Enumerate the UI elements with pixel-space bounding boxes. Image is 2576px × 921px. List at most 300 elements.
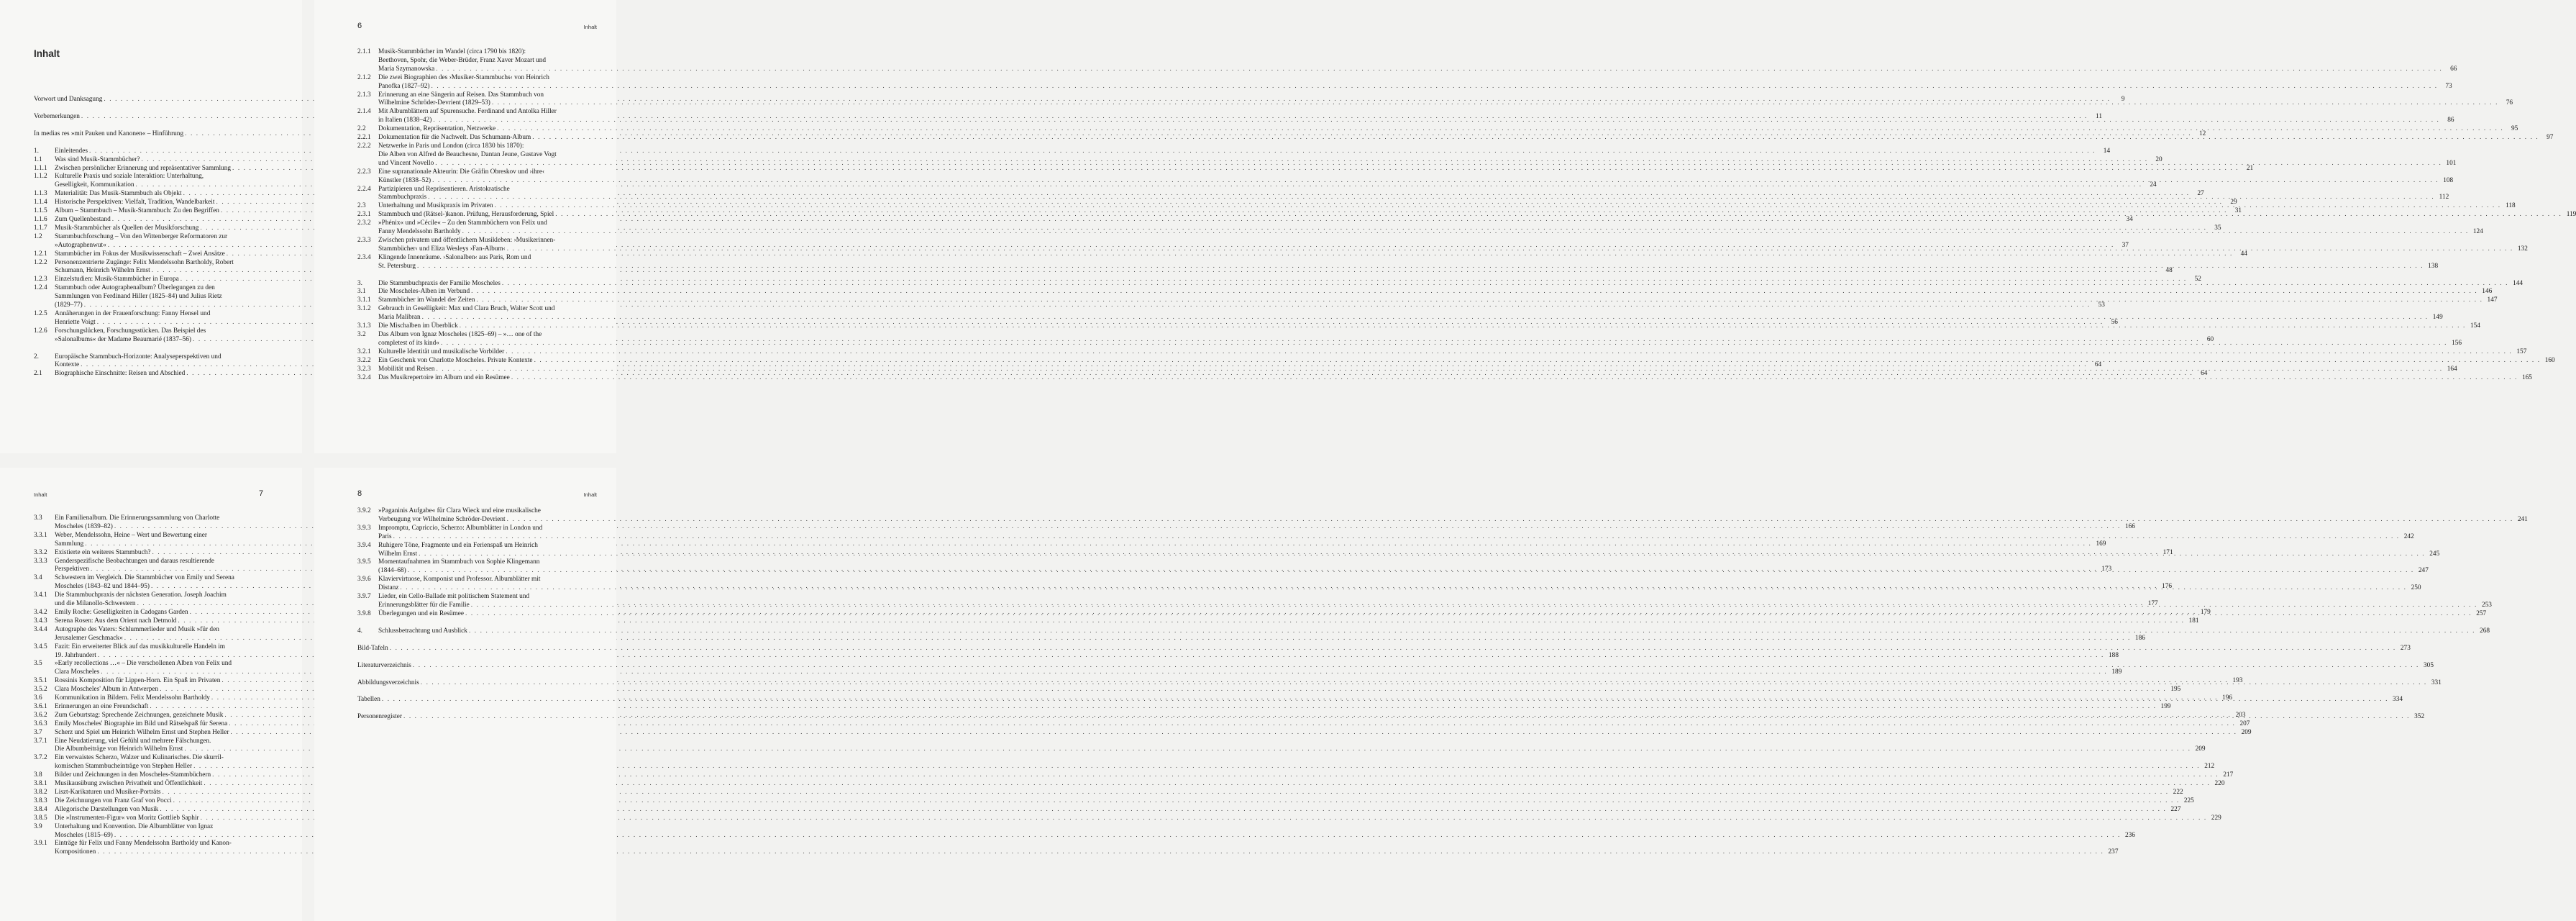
entry-title-text: Distanz <box>378 584 399 592</box>
entry-title-text: Maria Malibran <box>378 314 421 322</box>
entry-title-text: und die Milanollo-Schwestern <box>55 600 136 608</box>
toc-entry <box>357 288 2493 296</box>
page-ref: 273 <box>2400 644 2411 652</box>
entry-title-text: Erinnerungsblätter für die Familie <box>378 601 470 609</box>
entry-title-line <box>357 696 2403 704</box>
section-number: 3.5 <box>34 660 42 668</box>
toc-entry <box>357 48 2457 74</box>
page-ref: 171 <box>2162 548 2173 556</box>
page-ref: 209 <box>2241 728 2252 736</box>
section-number: 3.5.1 <box>34 677 47 685</box>
page-ref: 268 <box>2480 627 2490 635</box>
dot-leader <box>435 160 2442 168</box>
page-ref: 154 <box>2470 322 2480 330</box>
page-ref: 242 <box>2403 532 2414 540</box>
entry-title-line: Klaviervirtuose, Komponist und Professor. Albumblätter mit <box>378 576 541 584</box>
dot-leader <box>422 314 2429 322</box>
toc-entry <box>357 73 2452 91</box>
section-number: 3.9.1 <box>34 840 47 848</box>
dot-leader <box>428 194 2434 202</box>
entry-title-text: Biographische Einschnitte: Reisen und Abschied <box>55 370 186 378</box>
entry-title-line: Momentaufnahmen im Stammbuch von Sophie Klingemann <box>378 558 540 566</box>
entry-title-line <box>378 99 2513 108</box>
entry-title-line <box>378 533 2414 542</box>
entry-title <box>378 610 2486 619</box>
page-ref: 164 <box>2447 365 2457 373</box>
page-ref: 86 <box>2447 117 2454 124</box>
entry-title-line: Ein Familienalbum. Die Erinnerungssammlung von Charlotte <box>55 514 220 522</box>
entry-title-line: Das Album von Ignaz Moscheles (1825–69) – »… one of the <box>378 331 542 338</box>
toc-gap <box>357 671 590 679</box>
entry-title <box>378 91 2513 109</box>
section-number: 1.1.2 <box>34 173 47 181</box>
entry-title-text: Geselligkeit, Kommunikation <box>55 181 134 189</box>
entry-title-line: Partizipieren und Repräsentieren. Aristokratische <box>378 185 510 193</box>
page-ref: 146 <box>2482 288 2493 296</box>
entry-title-text: Perspektiven <box>55 566 90 573</box>
page-ref: 138 <box>2428 262 2439 270</box>
section-number: 2.3.2 <box>357 219 371 227</box>
entry-title-line <box>357 645 2411 653</box>
page-ref: 20 <box>2155 155 2162 163</box>
entry-title <box>378 288 2492 296</box>
entry-title-line: Einträge für Felix und Fanny Mendelssohn Bartholdy und Kanon- <box>55 840 232 848</box>
page-ref: 48 <box>2165 267 2173 275</box>
toc-entry <box>357 507 2528 525</box>
section-number: 1.2.3 <box>34 276 47 283</box>
section-number: 2.2.4 <box>357 185 371 193</box>
page-ref: 53 <box>2098 301 2105 309</box>
section-number: 2.2.1 <box>357 134 371 142</box>
section-number: 3.8.3 <box>34 797 47 804</box>
section-number: 3.2.1 <box>357 348 371 355</box>
entry-title-line <box>378 602 2492 610</box>
page-ref: 227 <box>2170 805 2181 813</box>
entry-title-line: Ruhigere Töne, Fragmente und ein Ferienspaß um Heinrich <box>378 541 538 549</box>
entry-title-text: Zum Geburtstag: Sprechende Zeichnungen, gezeichnete Musik <box>55 711 224 719</box>
entry-title-line: Die Stammbuchpraxis der nächsten Generation. Joseph Joachim <box>55 591 227 599</box>
entry-title-line: Erinnerung an eine Sängerin auf Reisen. Das Stammbuch von <box>378 91 544 99</box>
entry-title-text: Moscheles (1843–82 und 1844–95) <box>55 583 150 591</box>
dot-leader <box>507 245 2513 254</box>
page-ref: 257 <box>2476 609 2487 617</box>
entry-title-text: Die Stammbuchpraxis der Familie Moscheles <box>378 279 501 287</box>
entry-title-line: Stammbuch oder Autographenalbum? Überlegungen zu den <box>55 284 215 292</box>
dot-leader <box>507 516 2513 525</box>
page-ref: 118 <box>2506 202 2516 210</box>
toc-entry <box>34 737 2206 755</box>
entry-title <box>378 348 2526 357</box>
page-number: 8 <box>357 489 362 498</box>
page-ref: 9 <box>2121 96 2125 103</box>
entry-title-line <box>378 567 2429 576</box>
entry-title-text: Stammbücher im Fokus der Musikwissenschaft – Zwei Ansätze <box>55 250 225 258</box>
section-number: 3.7.2 <box>34 754 47 762</box>
page-ref: 225 <box>2183 797 2194 804</box>
entry-title <box>378 374 2532 383</box>
dot-leader <box>534 357 2541 366</box>
section-number: 3.9.7 <box>357 593 371 601</box>
toc-entry <box>34 754 2215 771</box>
toc-entry <box>34 789 2183 797</box>
section-number: 3.3.1 <box>34 531 47 539</box>
section-number: 3.3.2 <box>34 548 47 556</box>
page-ref: 165 <box>2521 373 2532 381</box>
entry-title-line <box>378 550 2439 559</box>
dot-leader <box>532 134 2539 142</box>
section-number: 3.9 <box>34 822 42 830</box>
page-ref: 245 <box>2429 550 2440 558</box>
page-ref: 64 <box>2201 370 2208 378</box>
entry-title-text: Dokumentation für die Nachwelt. Das Schumann-Album <box>378 134 531 142</box>
section-number: 3.9.5 <box>357 558 371 566</box>
entry-title-text: Stammbücher‹ und Eliza Wesleys ›Fan-Album‹ <box>378 245 506 253</box>
entry-title-line: Eine Neudatierung, viel Gefühl und mehrere Fälschungen. <box>55 737 211 745</box>
dot-leader <box>431 83 2438 91</box>
section-number: 1.1.1 <box>34 164 47 172</box>
section-number: 2.2.2 <box>357 142 371 150</box>
page-ref: 222 <box>2173 789 2183 796</box>
dot-leader <box>465 610 2472 619</box>
page-ref: 12 <box>2198 130 2206 137</box>
entry-title-text: Zum Quellenbestand <box>55 215 111 223</box>
entry-title-text: Personenregister <box>357 713 402 721</box>
toc-gap <box>357 687 590 696</box>
entry-title-line <box>357 679 2442 688</box>
entry-title-text: Schumann, Heinrich Wilhelm Ernst <box>55 267 150 275</box>
entry-title-line: Autographe des Vaters: Schlummerlieder und Musik »für den <box>55 625 219 633</box>
entry-title-text: Sammlung <box>55 540 84 548</box>
toc-entry <box>357 661 2434 671</box>
page-ref: 112 <box>2439 194 2449 201</box>
dot-leader <box>506 348 2512 357</box>
page-ref: 119 <box>2566 211 2576 219</box>
section-number: 2.3.3 <box>357 236 371 244</box>
entry-title <box>378 186 2449 203</box>
entry-title-line <box>378 516 2528 525</box>
section-number: 3.6 <box>34 694 42 702</box>
dot-leader <box>393 533 2400 542</box>
entry-title-line <box>378 245 2528 254</box>
entry-title-line: Netzwerke in Paris und London (circa 1830 bis 1870): <box>378 142 524 150</box>
page-ref: 229 <box>2211 814 2221 822</box>
entry-title <box>378 125 2518 134</box>
entry-title <box>357 713 2424 722</box>
section-number: 3.8 <box>34 771 42 779</box>
entry-title-line: Mit Albumblättern auf Spurensuche. Ferdinand und Antolka Hiller <box>378 108 557 116</box>
entry-title-text: in Italien (1838–42) <box>378 117 432 124</box>
dot-leader <box>476 296 2483 305</box>
toc-entry <box>34 805 2181 815</box>
page-ref: 196 <box>2222 694 2233 702</box>
page-ref: 64 <box>2094 361 2102 369</box>
dot-leader <box>390 645 2396 653</box>
toc-entry <box>34 780 2225 789</box>
entry-title-text: Moscheles (1839–82) <box>55 522 113 530</box>
section-number: 1.2.6 <box>34 327 47 335</box>
page-ref: 132 <box>2517 245 2528 253</box>
toc-entry <box>357 644 2411 653</box>
entry-title-line <box>378 202 2516 211</box>
section-number: 3.2 <box>357 331 366 338</box>
dot-leader <box>413 662 2419 671</box>
toc-entry <box>34 728 2252 738</box>
entry-title-line <box>357 662 2434 671</box>
section-number: 1. <box>34 147 39 155</box>
page-ref: 147 <box>2487 296 2498 304</box>
section-number: 2.2 <box>357 125 366 133</box>
toc-gap <box>357 636 590 645</box>
page-ref: 169 <box>2096 540 2106 548</box>
entry-title-line <box>378 228 2483 237</box>
page-ref: 35 <box>2214 224 2221 232</box>
section-number: 3.8.2 <box>34 789 47 796</box>
section-number: 2.1 <box>34 370 42 378</box>
page-ref: 27 <box>2197 190 2204 198</box>
section-number: 3.9.8 <box>357 609 371 617</box>
toc-gap <box>357 653 590 662</box>
entry-title-text: Moscheles (1815–69) <box>55 831 113 839</box>
entry-title-text: Paris <box>378 532 392 540</box>
toc-entry <box>34 617 2199 626</box>
toc-entry <box>357 627 2490 636</box>
entry-title-line <box>378 177 2453 186</box>
section-number: 3.5.2 <box>34 686 47 694</box>
section-number: 3.6.2 <box>34 711 47 719</box>
section-number: 2.1.4 <box>357 108 371 116</box>
entry-title-line <box>378 610 2486 619</box>
entry-title-line <box>378 280 2523 289</box>
dot-leader <box>469 627 2475 636</box>
section-number: 3.4.5 <box>34 643 47 650</box>
page-ref: 236 <box>2125 831 2135 839</box>
entry-title-line: Klingende Innenräume. ›Salonalben‹ aus Paris, Rom und <box>378 253 531 261</box>
section-number: 2.3.1 <box>357 211 371 219</box>
dot-leader <box>462 228 2469 237</box>
page-ref: 207 <box>2239 720 2250 727</box>
entry-title-text: Serena Rosen: Aus dem Orient nach Detmold <box>55 617 177 625</box>
page-ref: 331 <box>2431 679 2442 686</box>
section-number: 1.1.3 <box>34 190 47 198</box>
section-number: 3.1.3 <box>357 322 371 330</box>
section-number: 3. <box>357 279 362 287</box>
page-ref: 149 <box>2432 314 2443 322</box>
section-number: 2.1.1 <box>357 48 371 55</box>
section-number: 3.1.2 <box>357 305 371 313</box>
entry-title-text: Kontexte <box>55 361 80 369</box>
entry-title <box>378 254 2438 271</box>
toc-entry <box>34 686 2181 694</box>
entry-title <box>378 366 2457 374</box>
entry-title-text: Tabellen <box>357 696 380 704</box>
page-ref: 56 <box>2111 318 2118 326</box>
entry-title-text: Historische Perspektiven: Vielfalt, Tradition, Wandelbarkeit <box>55 199 215 207</box>
entry-title-line <box>378 366 2457 374</box>
entry-title-text: Album – Stammbuch – Musik-Stammbuch: Zu den Begriffen <box>55 207 219 215</box>
entry-title-text: Abbildungsverzeichnis <box>357 679 419 686</box>
page-ref: 144 <box>2513 279 2524 287</box>
section-number: 3.1.1 <box>357 296 371 304</box>
toc-gap <box>357 271 590 280</box>
section-number: 2.3 <box>357 202 366 210</box>
page-ref: 21 <box>2246 164 2254 172</box>
page-ref: 189 <box>2111 668 2122 676</box>
entry-title-text: Überlegungen und ein Resümee <box>378 609 465 617</box>
section-number: 3.9.2 <box>357 507 371 514</box>
entry-title-line: Musik-Stammbücher im Wandel (circa 1790 bis 1820): <box>378 48 526 55</box>
entry-title-line <box>378 125 2518 134</box>
dot-leader <box>421 679 2427 688</box>
dot-leader <box>400 584 2406 593</box>
toc-entry <box>34 814 2221 823</box>
section-number: 3.6.1 <box>34 702 47 710</box>
dot-leader <box>432 177 2439 186</box>
toc-gap <box>357 619 590 627</box>
page-number: 6 <box>357 22 362 30</box>
entry-title <box>378 74 2452 91</box>
page-ref: 52 <box>2194 276 2201 283</box>
entry-title-line <box>378 65 2457 74</box>
page-ref: 305 <box>2424 661 2434 669</box>
entry-title-text: Literaturverzeichnis <box>357 661 411 669</box>
entry-title-text: Clara Moscheles <box>55 668 100 676</box>
entry-title-line: Gebrauch in Geselligkeit: Max und Clara Bruch, Walter Scott und <box>378 305 555 313</box>
entry-title-line: Fazit: Ein erweiterter Blick auf das musikkulturelle Handeln im <box>55 643 226 650</box>
dot-leader <box>555 211 2562 219</box>
entry-title-text: Künstler (1838–52) <box>378 176 431 184</box>
toc-entry <box>34 720 2250 729</box>
entry-title <box>378 48 2457 74</box>
section-number: 1.1.5 <box>34 207 47 215</box>
entry-title-line <box>378 83 2452 91</box>
entry-title <box>357 645 2411 653</box>
entry-title-text: Kompositionen <box>55 848 96 856</box>
toc-gap <box>34 122 250 130</box>
entry-title-text: (1829–77) <box>55 301 83 309</box>
page-ref: 199 <box>2160 702 2171 710</box>
entry-title-text: Vorbemerkungen <box>34 112 80 120</box>
page-ref: 217 <box>2223 771 2234 779</box>
entry-title-line: Zwischen privatem und öffentlichem Musikleben: ›Musikerinnen- <box>378 236 556 244</box>
page-ref: 250 <box>2411 584 2421 592</box>
page-ref: 334 <box>2393 696 2403 704</box>
entry-title <box>378 322 2480 331</box>
entry-title-text: Musik-Stammbücher als Quellen der Musikforschung <box>55 224 199 232</box>
section-number: 1.2.4 <box>34 284 47 292</box>
entry-title-text: »Autographenwut« <box>55 241 106 249</box>
page-ref: 95 <box>2511 125 2518 133</box>
page-ref: 352 <box>2414 713 2425 721</box>
entry-title-text: Vorwort und Danksagung <box>34 96 103 103</box>
entry-title-line: Annäherungen in der Frauenforschung: Fanny Hensel und <box>55 309 211 317</box>
entry-title <box>357 696 2403 704</box>
entry-title-text: (1844–68) <box>378 567 406 575</box>
dot-leader <box>460 322 2466 331</box>
section-number: 3.4.4 <box>34 625 47 633</box>
dot-leader <box>403 713 2410 722</box>
entry-title-text: Was sind Musik-Stammbücher? <box>55 155 140 163</box>
page-ref: 31 <box>2234 207 2242 215</box>
entry-title <box>378 507 2528 525</box>
entry-title-text: Schlussbetrachtung und Ausblick <box>378 627 467 635</box>
entry-title-text: completest of its kind« <box>378 339 439 347</box>
page-ref: 44 <box>2240 250 2247 258</box>
entry-title <box>357 679 2442 688</box>
entry-title <box>378 134 2553 142</box>
entry-title-text: Zwischen persönlicher Erinnerung und repräsentativer Sammlung <box>55 164 232 172</box>
entry-title-text: Scherz und Spiel um Heinrich Wilhelm Ernst und Stephen Heller <box>55 728 229 736</box>
section-number: 3.4.1 <box>34 591 47 599</box>
entry-title <box>378 280 2523 289</box>
toc-entry <box>34 702 2171 712</box>
entry-title-line: Weber, Mendelssohn, Heine – Wert und Bewertung einer <box>55 531 207 539</box>
page-ref: 237 <box>2108 848 2119 856</box>
page-ref: 177 <box>2147 600 2158 608</box>
entry-title-line <box>378 296 2498 305</box>
entry-title-line <box>378 584 2421 593</box>
section-number: 3.2.4 <box>357 373 371 381</box>
section-number: 1.2.5 <box>34 309 47 317</box>
entry-title-line: Kulturelle Praxis und soziale Interaktion: Unterhaltung, <box>55 173 204 181</box>
entry-title-text: Die Zeichnungen von Franz Graf von Pocci <box>55 797 172 804</box>
page-ref: 11 <box>2096 112 2102 120</box>
entry-title-line: Schwestern im Vergleich. Die Stammbücher von Emily und Serena <box>55 574 234 582</box>
section-number: 3.4.2 <box>34 608 47 616</box>
page-ref: 157 <box>2516 348 2527 355</box>
entry-title-text: Emily Moscheles' Biographie im Bild und Rätselspaß für Serena <box>55 720 228 727</box>
entry-title-text: Maria Szymanowska <box>378 65 435 73</box>
entry-title-line: Lieder, ein Cello-Ballade mit politischem Statement und <box>378 593 530 601</box>
entry-title-text: Mobilität und Reisen <box>378 365 435 373</box>
entry-title-text: Die Mischalben im Überblick <box>378 322 458 330</box>
entry-title-line: Sammlungen von Ferdinand Hiller (1825–84) und Julius Rietz <box>55 293 222 301</box>
entry-title-text: Einzelstudien: Musik-Stammbücher in Europa <box>55 276 179 283</box>
section-number: 4. <box>357 627 362 635</box>
entry-title-text: Stammbuch und (Rätsel-)kanon. Prüfung, Herausforderung, Spiel <box>378 211 554 219</box>
page-ref: 193 <box>2232 677 2243 685</box>
entry-title <box>378 219 2483 237</box>
section-number: 3.9.3 <box>357 524 371 532</box>
entry-title-text: Stammbücher im Wandel der Zeiten <box>378 296 475 304</box>
section-number: 1.1.6 <box>34 215 47 223</box>
entry-title <box>357 662 2434 671</box>
toc-entry <box>357 134 2554 142</box>
section-number: 3.2.2 <box>357 356 371 364</box>
entry-title-text: Ein Geschenk von Charlotte Moscheles. Private Kontexte <box>378 356 533 364</box>
page-ref: 253 <box>2481 601 2492 609</box>
section-number: 3.8.1 <box>34 780 47 788</box>
entry-title-text: St. Petersburg <box>378 262 416 270</box>
entry-title-text: Kulturelle Identität und musikalische Vorbilder <box>378 348 505 355</box>
toc-gap <box>34 104 250 113</box>
entry-title <box>378 357 2555 366</box>
page-ref: 24 <box>2150 181 2157 189</box>
dot-leader <box>441 340 2447 348</box>
toc-entry <box>357 365 2457 374</box>
entry-title-line: Impromptu, Capriccio, Scherzo: Albumblätter in London und <box>378 524 543 532</box>
section-number: 3.4 <box>34 574 42 582</box>
entry-title-line: »Paganinis Aufgabe« für Clara Wieck und eine musikalische <box>378 507 541 514</box>
dot-leader <box>436 65 2442 74</box>
entry-title-text: Musikausübung zwischen Privatheit und Öffentlichkeit <box>55 780 203 788</box>
page-ref: 166 <box>2125 522 2135 530</box>
entry-title-line <box>378 194 2449 202</box>
section-number: 3.7.1 <box>34 737 47 745</box>
entry-title-text: Panofka (1827–92) <box>378 82 430 90</box>
dot-leader <box>497 125 2503 134</box>
entry-title-text: »Salonalbums« der Madame Beaumarié (1837–56) <box>55 335 192 343</box>
entry-title-text: Liszt-Karikaturen und Musiker-Porträts <box>55 789 161 796</box>
